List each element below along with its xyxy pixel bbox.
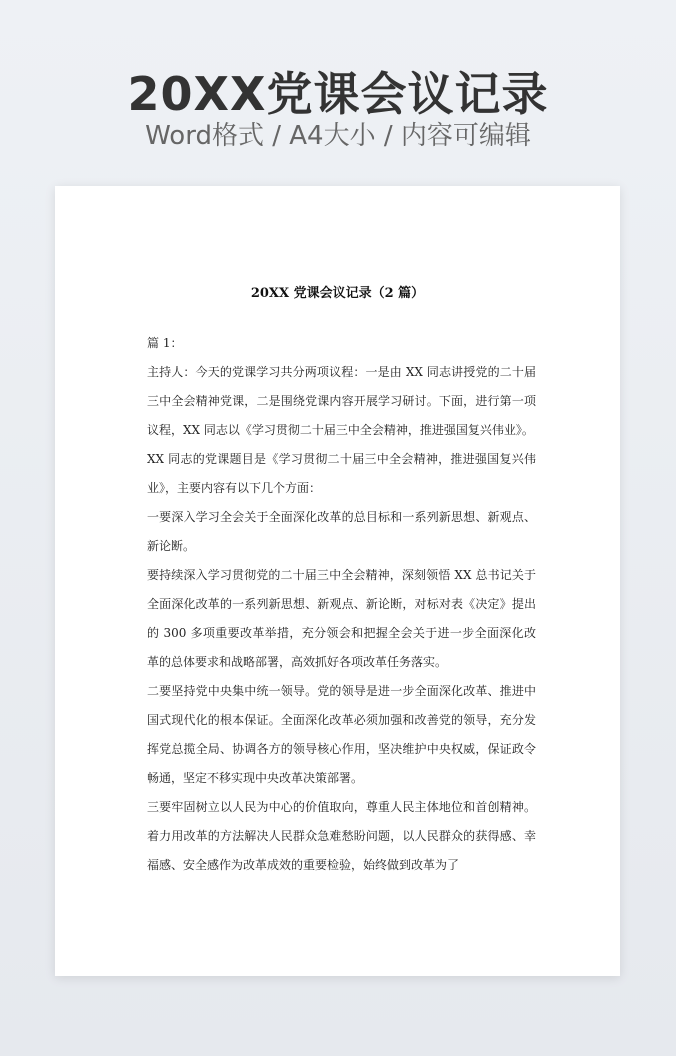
banner-header [0, 0, 676, 186]
document-page [55, 186, 620, 976]
banner-subtitle: Word格式 / A4大小 / 内容可编辑 [145, 121, 531, 151]
body-paragraph: 主持人：今天的党课学习共分两项议程：一是由 XX 同志讲授党的二十届三中全会精神党课，二是围绕党课内容开展学习研讨。下面，进行第一项议程，XX 同志以《学习贯彻二十届三中全会精神，推进强国复兴伟业》。 [147, 365, 536, 437]
body-paragraph: 三要牢固树立以人民为中心的价值取向，尊重人民主体地位和首创精神。着力用改革的方法解决人民群众急难愁盼问题，以人民群众的获得感、幸福感、安全感作为改革成效的重要检验，始终做到改革为了 [147, 800, 536, 872]
body-paragraph: 二要坚持党中央集中统一领导。党的领导是进一步全面深化改革、推进中国式现代化的根本保证。全面深化改革必须加强和改善党的领导，充分发挥党总揽全局、协调各方的领导核心作用，坚决维护中央权威，保证政令畅通，坚定不移实现中央改革决策部署。 [147, 684, 536, 785]
body-paragraph: 要持续深入学习贯彻党的二十届三中全会精神，深刻领悟 XX 总书记关于全面深化改革的一系列新思想、新观点、新论断，对标对表《决定》提出的 300 多项重要改革举措，充分领会和把握全会关于进一步全面深化改革的总体要求和战略部署，高效抓好各项改革任务落实。 [147, 568, 536, 669]
body-paragraph: 一要深入学习全会关于全面深化改革的总目标和一系列新思想、新观点、新论断。 [147, 510, 536, 553]
body-paragraph: XX 同志的党课题目是《学习贯彻二十届三中全会精神，推进强国复兴伟业》，主要内容有以下几个方面： [147, 452, 536, 495]
document-body [147, 329, 536, 880]
section-label: 篇 1： [147, 336, 183, 350]
document-title: 20XX 党课会议记录（2 篇） [250, 286, 425, 301]
banner-title: 20XX党课会议记录 [127, 67, 549, 121]
